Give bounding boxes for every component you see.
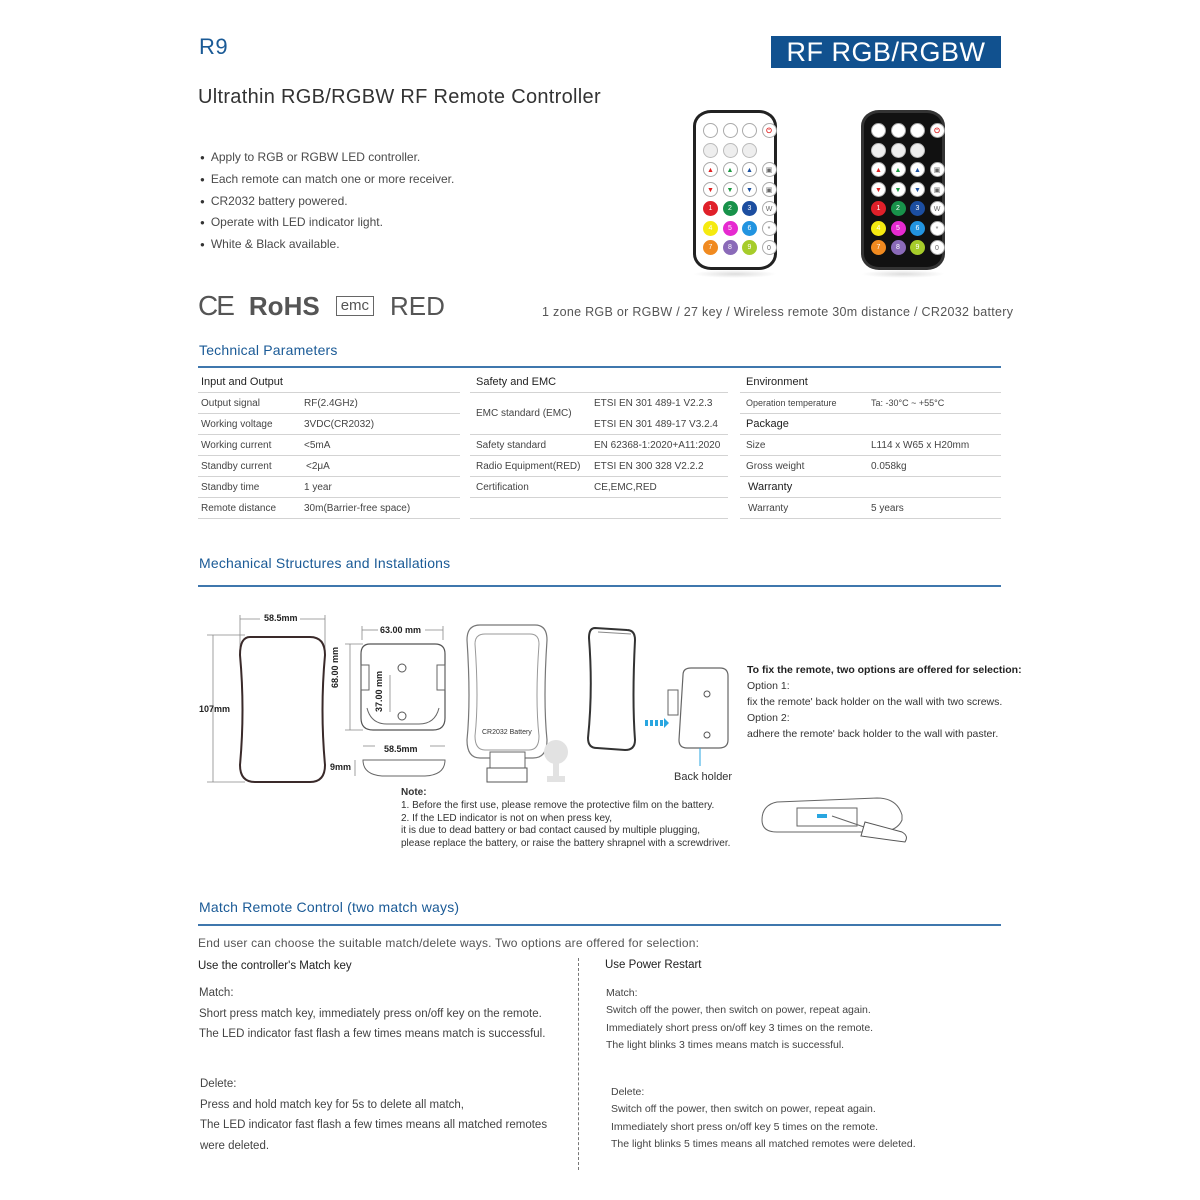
remote-key: ▲ [742, 162, 757, 177]
remote-key [910, 143, 925, 158]
remote-key: 9 [742, 240, 757, 255]
match-intro: End user can choose the suitable match/delete ways. Two options are offered for selection: [198, 936, 700, 950]
remote-key: ▼ [703, 182, 718, 197]
left-delete-block: Delete: Press and hold match key for 5s to delete all match, The LED indicator fast flash a few times means all matched remotes were deleted. [200, 1078, 548, 1152]
left-match-block: Match: Short press match key, immediately press on/off key on the remote. The LED indicator fast flash a few times means match is successful. [199, 987, 546, 1040]
remote-key: ▼ [871, 182, 886, 197]
remote-key: 6 [742, 221, 757, 236]
table-heading: Package [740, 414, 1001, 435]
remote-key: 9 [910, 240, 925, 255]
section-divider [198, 366, 1001, 368]
note-block: Note: 1. Before the first use, please remove the protective film on the battery. 2. If the LED indicator is not on when press key, it is due to dead battery or bad contact caused by multiple plugging, please replace the battery, or raise the battery shrapnel with a screwdriver. [401, 787, 731, 850]
category-badge: RF RGB/RGBW [771, 36, 1001, 68]
table-row: Remote distance 30m(Barrier-free space) [198, 498, 460, 519]
table-row: Gross weight 0.058kg [740, 456, 1001, 477]
feature-item: ● Apply to RGB or RGBW LED controller. [200, 148, 454, 170]
remote-key: ▼ [910, 182, 925, 197]
remote-key: 4 [703, 221, 718, 236]
remote-shadow [693, 270, 777, 278]
table-row: Warranty 5 years [740, 498, 1001, 519]
remote-shadow [861, 270, 945, 278]
product-title: Ultrathin RGB/RGBW RF Remote Controller [198, 86, 601, 108]
dim-screw-spacing: 37.00 mm [374, 670, 384, 712]
remote-key [703, 123, 718, 138]
remote-key: ▣ [930, 182, 945, 197]
table-heading: Safety and EMC [470, 372, 728, 393]
table-row-empty [470, 498, 728, 519]
table-row: Operation temperature Ta: -30°C ~ +55°C [740, 393, 1001, 414]
remote-key [871, 123, 886, 138]
table-heading: Environment [740, 372, 1001, 393]
table-input-output [198, 372, 460, 519]
remote-key [723, 123, 738, 138]
match-right-heading: Use Power Restart [605, 959, 702, 971]
remote-key: * [762, 221, 777, 236]
remote-key [891, 123, 906, 138]
remote-key: ▼ [891, 182, 906, 197]
remote-key: 2 [891, 201, 906, 216]
table-row: Working voltage 3VDC(CR2032) [198, 414, 460, 435]
product-summary: 1 zone RGB or RGBW / 27 key / Wireless remote 30m distance / CR2032 battery [542, 305, 1014, 319]
column-divider [578, 958, 579, 1170]
ce-mark-icon: CE [198, 290, 233, 321]
remote-key: ▲ [910, 162, 925, 177]
dim-remote-height: 107mm [199, 704, 231, 714]
remote-key [871, 143, 886, 158]
dim-holder-width: 63.00 mm [380, 625, 422, 635]
remote-key [703, 143, 718, 158]
remote-key: 3 [742, 201, 757, 216]
remote-key: ⏻ [930, 123, 945, 138]
screwdriver-illustration [757, 790, 912, 845]
dim-remote-width: 58.5mm [264, 613, 298, 623]
fix-options: To fix the remote, two options are offered for selection: Option 1: fix the remote' back holder on the wall with two screws. Option 2: adhere the remote' back holder to the wall with paster. [747, 664, 1022, 740]
table-row: Standby time 1 year [198, 477, 460, 498]
remote-key: 8 [723, 240, 738, 255]
black-remote-image [861, 110, 945, 270]
certification-logos [198, 290, 445, 322]
remote-key [723, 143, 738, 158]
remote-key: ▲ [891, 162, 906, 177]
back-holder-label: Back holder [674, 771, 733, 783]
remote-key: ▼ [742, 182, 757, 197]
section-title-mechanical: Mechanical Structures and Installations [199, 555, 451, 571]
remote-key [762, 143, 777, 158]
table-safety-emc [470, 372, 728, 519]
battery-label: CR2032 Battery [482, 729, 532, 736]
match-left-heading: Use the controller's Match key [198, 960, 352, 972]
remote-key: 0 [762, 240, 777, 255]
remote-key: 5 [723, 221, 738, 236]
remote-key: W [930, 201, 945, 216]
remote-key: 4 [871, 221, 886, 236]
remote-key: 5 [891, 221, 906, 236]
table-row: Output signal RF(2.4GHz) [198, 393, 460, 414]
remote-key: ▣ [762, 182, 777, 197]
section-divider [198, 585, 1001, 587]
remote-key: ⏻ [762, 123, 777, 138]
remote-key: * [930, 221, 945, 236]
dim-thickness: 9mm [330, 762, 352, 772]
right-delete-block: Delete: Switch off the power, then switch on power, repeat again. Immediately short press on/off key 5 times on the remote. The light blinks 5 times means all matched remotes were deleted. [611, 1086, 916, 1150]
table-row: Safety standard EN 62368-1:2020+A11:2020 [470, 435, 728, 456]
section-title-match: Match Remote Control (two match ways) [199, 899, 460, 915]
mechanical-drawings [195, 600, 745, 790]
section-divider [198, 924, 1001, 926]
remote-key: ▣ [930, 162, 945, 177]
feature-item: ● Each remote can match one or more receiver. [200, 170, 454, 192]
remote-key: 0 [930, 240, 945, 255]
remote-key: 1 [703, 201, 718, 216]
table-heading: Warranty [740, 477, 1001, 498]
table-row: EMC standard (EMC) ETSI EN 301 489-1 V2.2.3 ETSI EN 301 489-17 V3.2.4 [470, 393, 728, 435]
feature-item: ● Operate with LED indicator light. [200, 213, 454, 235]
model-number: R9 [199, 34, 229, 59]
red-mark-icon: RED [390, 290, 445, 321]
remote-key: ▲ [703, 162, 718, 177]
remote-key: 1 [871, 201, 886, 216]
table-env-package-warranty [740, 372, 1001, 519]
feature-item: ● CR2032 battery powered. [200, 192, 454, 214]
dim-holder-height: 68.00 mm [330, 646, 340, 688]
table-row: Certification CE,EMC,RED [470, 477, 728, 498]
table-heading: Input and Output [198, 372, 460, 393]
remote-key: 8 [891, 240, 906, 255]
right-match-block: Match: Switch off the power, then switch on power, repeat again. Immediately short press on/off key 3 times on the remote. The light blinks 3 times means match is successful. [606, 987, 874, 1051]
feature-list [200, 148, 454, 257]
remote-key [910, 123, 925, 138]
remote-keypad [703, 123, 778, 256]
remote-key [891, 143, 906, 158]
remote-key: ▲ [871, 162, 886, 177]
remote-key [930, 143, 945, 158]
rohs-mark-icon: RoHS [248, 290, 320, 321]
remote-key: 2 [723, 201, 738, 216]
section-title-technical: Technical Parameters [199, 342, 338, 358]
remote-key [742, 123, 757, 138]
white-remote-image [693, 110, 777, 270]
table-row: Radio Equipment(RED) ETSI EN 300 328 V2.2.2 [470, 456, 728, 477]
remote-key: ▣ [762, 162, 777, 177]
remote-key: 6 [910, 221, 925, 236]
remote-key: 7 [703, 240, 718, 255]
table-row: Size L114 x W65 x H20mm [740, 435, 1001, 456]
table-row: Standby current <2μA [198, 456, 460, 477]
remote-keypad [871, 123, 946, 256]
table-row: Working current <5mA [198, 435, 460, 456]
remote-key: 3 [910, 201, 925, 216]
remote-key: 7 [871, 240, 886, 255]
remote-key: ▼ [723, 182, 738, 197]
remote-key: W [762, 201, 777, 216]
remote-key [742, 143, 757, 158]
feature-item: ● White & Black available. [200, 235, 454, 257]
remote-key: ▲ [723, 162, 738, 177]
emc-mark-icon: emc [336, 296, 374, 316]
dim-side-width: 58.5mm [384, 744, 418, 754]
